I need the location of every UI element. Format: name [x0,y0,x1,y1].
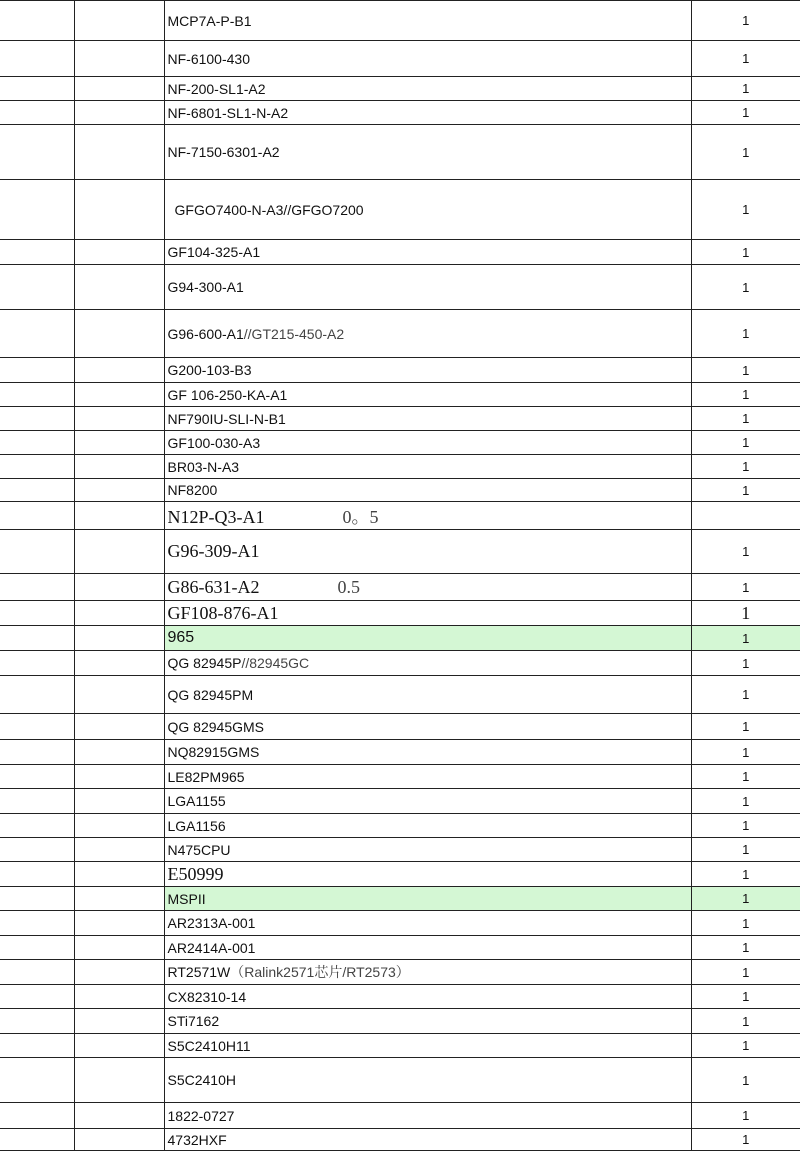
code-cell [74,455,164,479]
part-name: NQ82915GMS [164,740,691,765]
index-cell [0,240,74,265]
index-cell [0,765,74,789]
index-cell [0,77,74,101]
part-name: N12P-Q3-A1 0。5 [164,502,691,530]
table-row [0,676,800,714]
quantity: 1 [691,676,800,714]
quantity: 1 [691,265,800,310]
table-row [0,1058,800,1103]
table-row-highlighted [0,887,800,911]
table-row [0,960,800,985]
part-name: CX82310-14 [164,985,691,1009]
code-cell [74,838,164,862]
code-cell [74,651,164,676]
part-name: BR03-N-A3 [164,455,691,479]
quantity: 1 [691,1009,800,1034]
table-row-highlighted [0,626,800,651]
part-name: GFGO7400-N-A3//GFGO7200 [164,180,691,240]
part-name: G86-631-A2 0.5 [164,574,691,601]
part-name: GF108-876-A1 [164,601,691,626]
quantity: 1 [691,911,800,936]
index-cell [0,814,74,838]
part-name: G96-600-A1//GT215-450-A2 [164,310,691,358]
index-cell [0,601,74,626]
quantity: 1 [691,455,800,479]
index-cell [0,455,74,479]
index-cell [0,358,74,383]
quantity: 1 [691,985,800,1009]
index-cell [0,530,74,574]
part-name: QG 82945P//82945GC [164,651,691,676]
quantity: 1 [691,601,800,626]
table-row [0,125,800,180]
part-note: //GT215-450-A2 [243,325,345,342]
code-cell [74,936,164,960]
table-row [0,1009,800,1034]
table-row [0,180,800,240]
quantity: 1 [691,310,800,358]
part-name: E50999 [164,862,691,887]
part-name: N475CPU [164,838,691,862]
index-cell [0,1058,74,1103]
code-cell [74,626,164,651]
code-cell [74,180,164,240]
code-cell [74,814,164,838]
table-row [0,1,800,41]
table-row [0,1034,800,1058]
quantity: 1 [691,180,800,240]
index-cell [0,862,74,887]
quantity: 1 [691,651,800,676]
index-cell [0,651,74,676]
code-cell [74,1129,164,1151]
index-cell [0,676,74,714]
code-cell [74,862,164,887]
quantity: 1 [691,383,800,407]
code-cell [74,985,164,1009]
part-name: QG 82945GMS [164,714,691,740]
quantity: 1 [691,1103,800,1129]
quantity: 1 [691,1058,800,1103]
code-cell [74,1009,164,1034]
code-cell [74,431,164,455]
quantity: 1 [691,1,800,41]
code-cell [74,911,164,936]
code-cell [74,530,164,574]
table-row [0,936,800,960]
part-name: LGA1156 [164,814,691,838]
code-cell [74,240,164,265]
part-name: 965 [164,626,691,651]
table-row [0,911,800,936]
index-cell [0,1129,74,1151]
code-cell [74,41,164,77]
part-name: G200-103-B3 [164,358,691,383]
part-name: LGA1155 [164,789,691,814]
index-cell [0,1103,74,1129]
part-note: （Ralink2571芯片/RT2573） [230,964,410,980]
code-cell [74,574,164,601]
index-cell [0,936,74,960]
table-row [0,41,800,77]
index-cell [0,180,74,240]
code-cell [74,407,164,431]
index-cell [0,310,74,358]
part-name: AR2414A-001 [164,936,691,960]
part-name: 1822-0727 [164,1103,691,1129]
index-cell [0,1,74,41]
index-cell [0,740,74,765]
quantity [691,502,800,530]
quantity: 1 [691,1034,800,1058]
code-cell [74,479,164,502]
part-name: AR2313A-001 [164,911,691,936]
code-cell [74,1034,164,1058]
quantity: 1 [691,838,800,862]
part-note: 0。5 [342,506,379,527]
index-cell [0,985,74,1009]
part-name: 4732HXF [164,1129,691,1151]
code-cell [74,1058,164,1103]
quantity: 1 [691,41,800,77]
part-note: //82945GC [241,655,310,671]
code-cell [74,765,164,789]
table-row [0,574,800,601]
part-name: NF8200 [164,479,691,502]
quantity: 1 [691,407,800,431]
quantity: 1 [691,125,800,180]
part-name: NF790IU-SLI-N-B1 [164,407,691,431]
part-name: NF-6801-SL1-N-A2 [164,101,691,125]
part-name: QG 82945PM [164,676,691,714]
table-row [0,765,800,789]
table-row [0,814,800,838]
table-row [0,740,800,765]
index-cell [0,887,74,911]
part-name: NF-7150-6301-A2 [164,125,691,180]
quantity: 1 [691,887,800,911]
table-row [0,789,800,814]
table-row [0,265,800,310]
index-cell [0,714,74,740]
table-row [0,431,800,455]
index-cell [0,960,74,985]
code-cell [74,1,164,41]
index-cell [0,431,74,455]
quantity: 1 [691,936,800,960]
index-cell [0,911,74,936]
index-cell [0,789,74,814]
quantity: 1 [691,479,800,502]
quantity: 1 [691,240,800,265]
table-row [0,407,800,431]
quantity: 1 [691,789,800,814]
part-note: 0.5 [337,576,360,597]
index-cell [0,101,74,125]
quantity: 1 [691,626,800,651]
quantity: 1 [691,101,800,125]
part-name: STi7162 [164,1009,691,1034]
quantity: 1 [691,1129,800,1151]
table-row [0,1129,800,1151]
part-name: MSPII [164,887,691,911]
code-cell [74,789,164,814]
quantity: 1 [691,358,800,383]
part-name: LE82PM965 [164,765,691,789]
part-name: S5C2410H11 [164,1034,691,1058]
table-row [0,862,800,887]
quantity: 1 [691,530,800,574]
part-name: NF-6100-430 [164,41,691,77]
code-cell [74,601,164,626]
code-cell [74,887,164,911]
code-cell [74,125,164,180]
table-row [0,101,800,125]
part-name: RT2571W（Ralink2571芯片/RT2573） [164,960,691,985]
code-cell [74,676,164,714]
code-cell [74,714,164,740]
table-row [0,479,800,502]
table-row [0,310,800,358]
part-name: MCP7A-P-B1 [164,1,691,41]
table-row [0,358,800,383]
quantity: 1 [691,765,800,789]
table-row [0,838,800,862]
code-cell [74,265,164,310]
table-row [0,714,800,740]
code-cell [74,101,164,125]
code-cell [74,740,164,765]
table-row [0,77,800,101]
part-name: G96-309-A1 [164,530,691,574]
index-cell [0,41,74,77]
table-row [0,530,800,574]
table-row [0,383,800,407]
table-row [0,455,800,479]
index-cell [0,383,74,407]
part-name: GF100-030-A3 [164,431,691,455]
index-cell [0,265,74,310]
index-cell [0,626,74,651]
code-cell [74,1103,164,1129]
quantity: 1 [691,814,800,838]
index-cell [0,479,74,502]
code-cell [74,358,164,383]
part-name: S5C2410H [164,1058,691,1103]
table-row [0,985,800,1009]
code-cell [74,960,164,985]
code-cell [74,502,164,530]
table-row [0,651,800,676]
quantity: 1 [691,574,800,601]
table-row [0,601,800,626]
part-name: NF-200-SL1-A2 [164,77,691,101]
quantity: 1 [691,431,800,455]
quantity: 1 [691,862,800,887]
quantity: 1 [691,740,800,765]
index-cell [0,502,74,530]
index-cell [0,407,74,431]
part-name: GF 106-250-KA-A1 [164,383,691,407]
table-row [0,1103,800,1129]
part-name: G94-300-A1 [164,265,691,310]
quantity: 1 [691,714,800,740]
code-cell [74,77,164,101]
quantity: 1 [691,960,800,985]
part-name: GF104-325-A1 [164,240,691,265]
index-cell [0,125,74,180]
index-cell [0,1034,74,1058]
code-cell [74,310,164,358]
index-cell [0,574,74,601]
table-row [0,240,800,265]
index-cell [0,1009,74,1034]
table-row [0,502,800,530]
code-cell [74,383,164,407]
quantity: 1 [691,77,800,101]
index-cell [0,838,74,862]
